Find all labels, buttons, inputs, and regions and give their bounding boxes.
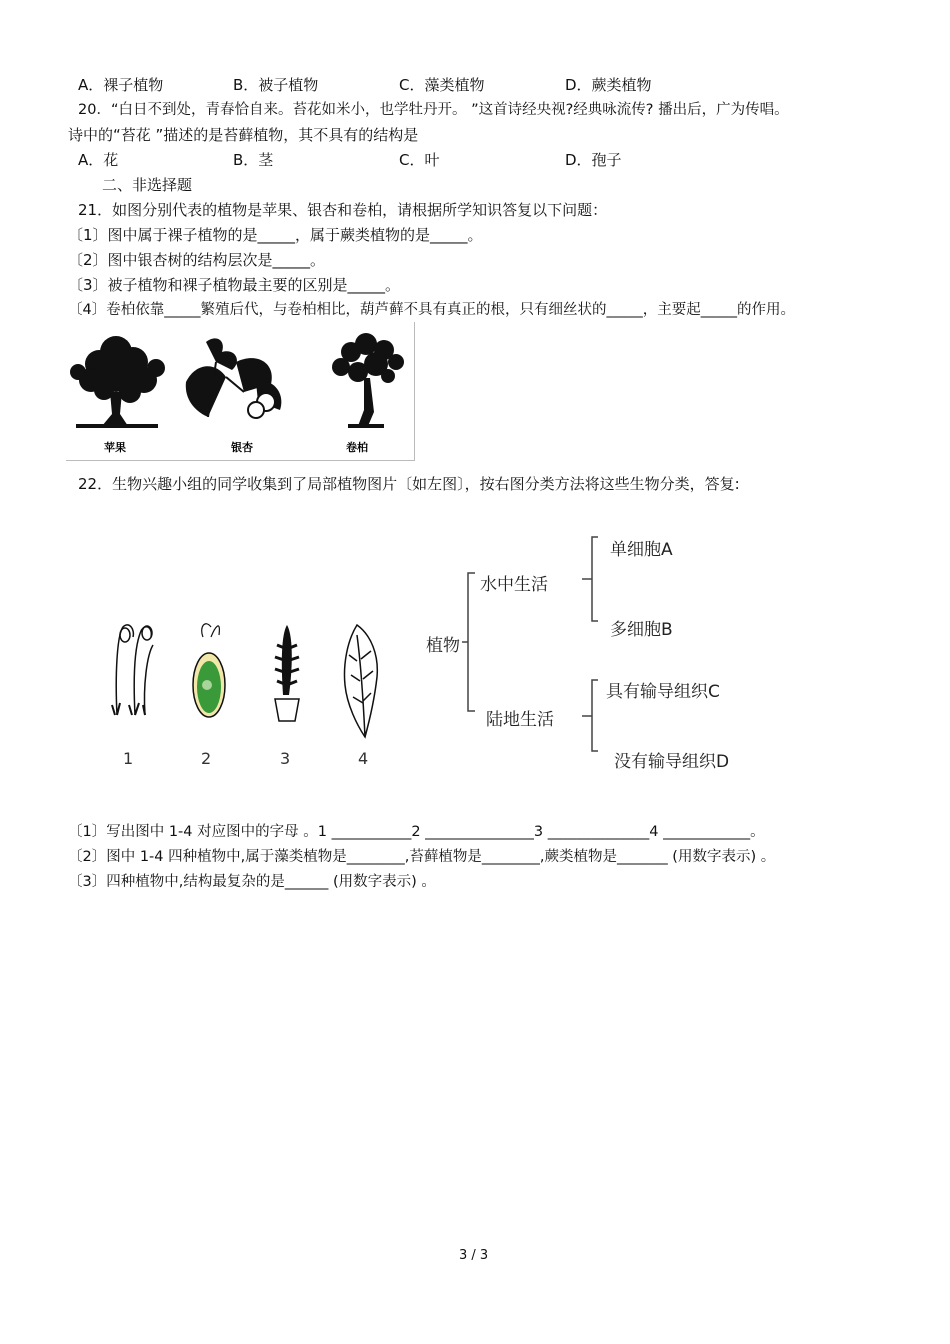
q22-plants-figure	[95, 605, 405, 775]
apple-tree-icon	[70, 336, 165, 428]
q20-option-c: C．叶	[399, 151, 440, 169]
q20-option-d: D．孢子	[565, 151, 622, 169]
seaweed-icon	[345, 625, 378, 737]
q21-plants-figure	[66, 322, 415, 461]
q22-sub1: 〔1〕写出图中 1-4 对应图中的字母 。1 ___________2 _______________3 ______________4 ____________。	[68, 824, 765, 840]
section-title: 二、非选择题	[102, 176, 193, 194]
diagram-leaf-a: 单细胞A	[610, 540, 673, 560]
diagram-root: 植物	[426, 636, 460, 656]
q19-option-c: C．藻类植物	[399, 76, 485, 94]
q19-option-b: B．被子植物	[233, 76, 319, 94]
q21-stem: 21．如图分别代表的植物是苹果、银杏和卷柏，请根据所学知识答复以下问题：	[78, 201, 608, 219]
q21-sub1: 〔1〕图中属于裸子植物的是_____，属于蕨类植物的是_____。	[68, 226, 483, 244]
q22-sub3: 〔3〕四种植物中,结构最复杂的是______ (用数字表示) 。	[68, 874, 436, 890]
q20-option-b: B．茎	[233, 151, 274, 169]
chlamydomonas-icon	[193, 624, 225, 717]
q20-stem-line1: 20．“白日不到处，青春恰自来。苔花如米小，也学牡丹开。 ”这首诗经央视?经典咏流传? 播出后，广为传唱。	[78, 102, 789, 118]
q21-sub4: 〔4〕卷柏依靠_____繁殖后代，与卷柏相比，葫芦藓不具有真正的根，只有细丝状的_____，主要起_____的作用。	[68, 302, 795, 318]
ginkgo-icon	[186, 338, 282, 418]
q21-caption-selaginella: 卷柏	[346, 441, 368, 454]
plant-number-4: 4	[358, 749, 369, 768]
classification-diagram	[420, 525, 780, 785]
diagram-leaf-d: 没有输导组织D	[614, 752, 730, 772]
q19-option-d: D．蕨类植物	[565, 76, 652, 94]
fern-icon	[275, 625, 299, 721]
page-number: 3 / 3	[459, 1248, 489, 1263]
diagram-leaf-b: 多细胞B	[610, 620, 673, 640]
diagram-leaf-c: 具有输导组织C	[606, 682, 720, 702]
selaginella-icon	[332, 333, 404, 428]
q21-sub3: 〔3〕被子植物和裸子植物最主要的区别是_____。	[68, 276, 401, 294]
moss-icon	[112, 625, 153, 715]
q21-caption-apple: 苹果	[104, 441, 126, 454]
plant-number-2: 2	[201, 749, 212, 768]
q22-sub2: 〔2〕图中 1-4 四种植物中,属于藻类植物是________,苔藓植物是________,蕨类植物是_______ (用数字表示) 。	[68, 849, 776, 865]
q21-caption-ginkgo: 银杏	[231, 441, 253, 454]
diagram-land: 陆地生活	[486, 710, 554, 730]
q19-option-a: A．裸子植物	[78, 76, 164, 94]
diagram-water: 水中生活	[480, 575, 548, 595]
q21-sub2: 〔2〕图中银杏树的结构层次是_____。	[68, 251, 326, 269]
q22-stem: 22．生物兴趣小组的同学收集到了局部植物图片〔如左图〕，按右图分类方法将这些生物分类，答复:	[78, 475, 740, 493]
plant-number-1: 1	[123, 749, 134, 768]
q20-stem-line2: 诗中的“苔花 ”描述的是苔藓植物，其不具有的结构是	[68, 126, 419, 144]
q20-option-a: A．花	[78, 151, 119, 169]
plant-number-3: 3	[280, 749, 291, 768]
